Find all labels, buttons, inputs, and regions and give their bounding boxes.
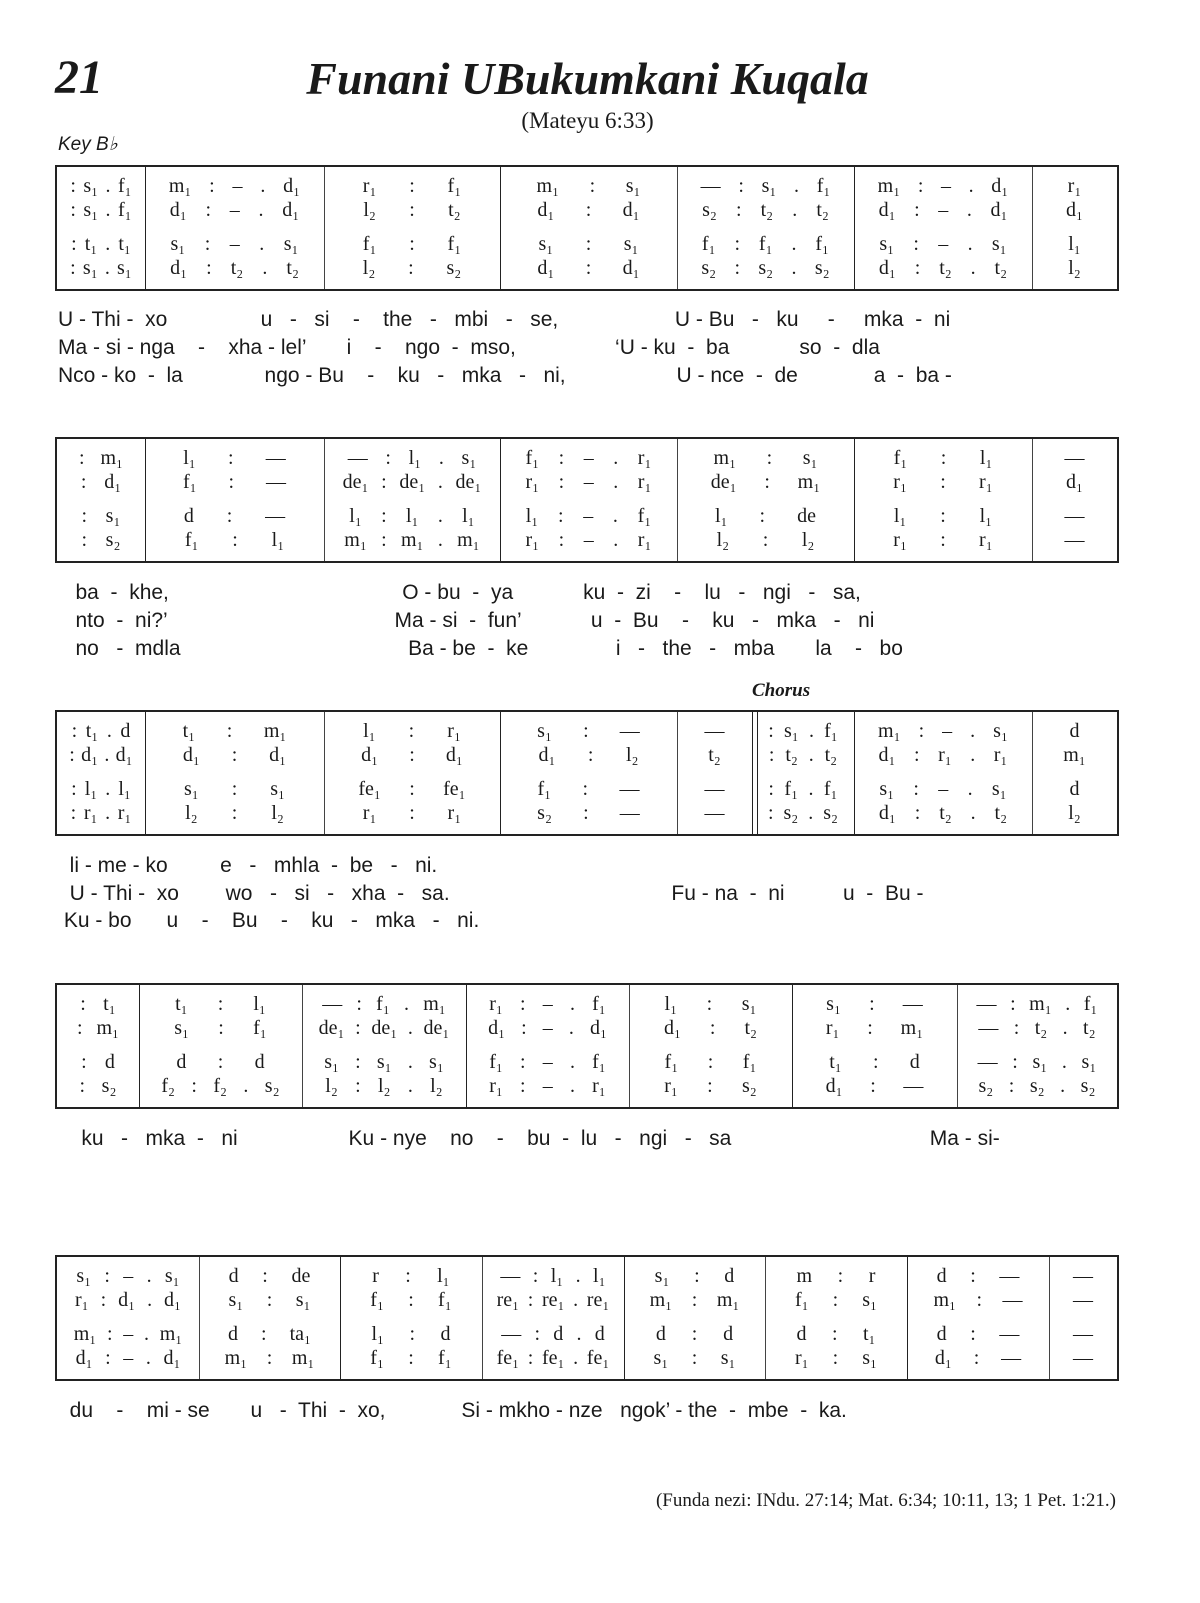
soprano-notes: l₁ : s₁ — [664, 993, 757, 1015]
chorus-label: Chorus — [752, 680, 811, 701]
measure-cell — [677, 439, 854, 561]
bass-notes: r₁ : r₁ — [893, 529, 993, 551]
tenor-notes: l₁ : d — [371, 1323, 451, 1345]
tenor-notes: d : ta₁ — [228, 1323, 311, 1345]
soprano-notes: : t₁ . d — [71, 720, 131, 742]
alto-notes: : m₁ — [76, 1017, 120, 1039]
measure-cell — [854, 167, 1032, 289]
measure-cell — [677, 712, 752, 834]
soprano-notes: : m₁ — [78, 447, 124, 469]
soprano-notes: — — [1073, 1265, 1093, 1287]
soprano-notes: t₁ : l₁ — [175, 993, 266, 1015]
bass-notes: — — [704, 802, 725, 824]
alto-notes: m₁ : m₁ — [649, 1289, 740, 1311]
bass-notes: fe₁ : fe₁ . fe₁ — [496, 1347, 610, 1369]
tenor-notes: fe₁ : fe₁ — [358, 778, 466, 800]
system-3 — [55, 710, 1119, 836]
tenor-notes: l₁ : – . f₁ — [525, 505, 652, 527]
tenor-notes: d : — — [936, 1323, 1020, 1345]
measure-cell — [466, 985, 629, 1107]
measure-cell — [145, 712, 324, 834]
soprano-notes: m₁ : s₁ — [536, 175, 641, 197]
measure-cell — [792, 985, 957, 1107]
measure-cell — [854, 439, 1032, 561]
bass-notes: d₁ : t₂ . t₂ — [878, 257, 1008, 279]
bass-notes: m₁ : m₁ . m₁ — [344, 529, 480, 551]
measure-cell — [752, 712, 854, 834]
lyric-line: ku - mka - ni Ku - nye no - bu - lu - ngi - sa Ma - si- — [58, 1127, 1000, 1150]
alto-notes: f₁ : s₁ — [795, 1289, 877, 1311]
tenor-notes: d : — — [183, 505, 286, 527]
bass-notes: l₂ — [1068, 802, 1081, 824]
lyric-line: ba - khe, O - bu - ya ku - zi - lu - ngi - sa, — [58, 581, 861, 604]
bass-notes: : s₁ . s₁ — [70, 257, 132, 279]
key-signature: Key B♭ — [58, 134, 118, 155]
measure-cell — [500, 439, 677, 561]
tenor-notes: d : d — [655, 1323, 734, 1345]
soprano-notes: r₁ : f₁ — [362, 175, 462, 197]
tenor-notes: s₁ : s₁ — [183, 778, 285, 800]
bass-notes: f₁ : l₁ — [184, 529, 285, 551]
alto-notes: f₁ : — — [182, 471, 287, 493]
soprano-notes: f₁ : – . r₁ — [525, 447, 652, 469]
tenor-notes: : s₁ — [81, 505, 121, 527]
measure-cell — [324, 167, 500, 289]
tenor-notes: s₁ : – . s₁ — [879, 233, 1007, 255]
tenor-notes: — — [704, 778, 725, 800]
alto-notes: de₁ : de₁ . de₁ — [342, 471, 482, 493]
scripture-reference: (Mateyu 6:33) — [521, 108, 654, 133]
soprano-notes: — : s₁ . f₁ — [700, 175, 831, 197]
soprano-notes: — — [704, 720, 725, 742]
measure-cell — [500, 712, 677, 834]
measure-cell — [57, 985, 139, 1107]
tenor-notes: — : d . d — [501, 1323, 605, 1345]
soprano-notes: l₁ : — — [183, 447, 286, 469]
bass-notes: f₁ : f₁ — [370, 1347, 452, 1369]
alto-notes: f₁ : f₁ — [370, 1289, 452, 1311]
measure-cell — [302, 985, 466, 1107]
alto-notes: s₂ : t₂ . t₂ — [702, 199, 829, 221]
lyric-line: nto - ni?’ Ma - si - fun’ u - Bu - ku - mka - ni — [58, 609, 875, 632]
alto-notes: — — [1073, 1289, 1093, 1311]
measure-cell — [145, 167, 324, 289]
measure-cell — [57, 167, 145, 289]
soprano-notes: r₁ : – . f₁ — [489, 993, 606, 1015]
tenor-notes: d — [1069, 778, 1080, 800]
tenor-notes: : d — [81, 1051, 115, 1073]
bass-notes: l₂ : l₂ — [185, 802, 284, 824]
bass-notes: s₂ : s₂ . s₂ — [701, 257, 830, 279]
measure-cell — [1032, 712, 1117, 834]
bass-notes: s₂ : s₂ . s₂ — [978, 1075, 1096, 1097]
bass-notes: d₁ : — — [825, 1075, 924, 1097]
bass-notes: r₁ : r₁ — [362, 802, 462, 824]
alto-notes: de₁ : m₁ — [710, 471, 821, 493]
measure-cell — [1049, 1257, 1117, 1379]
tenor-notes: m₁ : – . m₁ — [73, 1323, 183, 1345]
measure-cell — [765, 1257, 907, 1379]
measure-cell — [957, 985, 1117, 1107]
soprano-notes: m₁ : – . s₁ — [878, 720, 1008, 742]
tenor-notes: t₁ : d — [829, 1051, 920, 1073]
bass-notes: l₂ : l₂ . l₂ — [325, 1075, 443, 1097]
alto-notes: d₁ : l₂ — [538, 744, 639, 766]
tenor-notes: d : d — [176, 1051, 265, 1073]
lyric-line: Ma - si - nga - xha - lel’ i - ngo - mso, ‘U - ku - ba so - dla — [58, 336, 880, 359]
alto-notes: l₂ : t₂ — [363, 199, 461, 221]
tenor-notes: — — [1064, 505, 1085, 527]
soprano-notes: : t₁ — [80, 993, 116, 1015]
bass-notes: — — [1073, 1347, 1093, 1369]
system-1 — [55, 165, 1119, 291]
bass-notes: d₁ : t₂ . t₂ — [170, 257, 299, 279]
bass-notes: f₂ : f₂ . s₂ — [161, 1075, 280, 1097]
measure-cell — [1032, 439, 1117, 561]
alto-notes: r₁ : m₁ — [825, 1017, 924, 1039]
alto-notes: d₁ : d₁ — [182, 744, 287, 766]
bass-notes: : r₁ . r₁ — [70, 802, 132, 824]
bass-notes: r₁ : s₂ — [664, 1075, 757, 1097]
soprano-notes: m₁ : s₁ — [713, 447, 818, 469]
tenor-notes: l₁ : de — [715, 505, 816, 527]
hymn-title: Funani UBukumkani Kuqala — [306, 53, 869, 104]
measure-cell — [1032, 167, 1117, 289]
soprano-notes: s₁ : — — [826, 993, 923, 1015]
measure-cell — [145, 439, 324, 561]
tenor-notes: s₁ : – . s₁ — [879, 778, 1007, 800]
tenor-notes: f₁ : — — [537, 778, 640, 800]
alto-notes: d₁ : d₁ — [537, 199, 640, 221]
bass-notes: l₂ — [1068, 257, 1081, 279]
tenor-notes: l₁ — [1068, 233, 1081, 255]
bass-notes: l₂ : l₂ — [716, 529, 815, 551]
alto-notes: — : t₂ . t₂ — [978, 1017, 1096, 1039]
measure-cell — [482, 1257, 624, 1379]
tenor-notes: s₁ : – . s₁ — [170, 233, 299, 255]
soprano-notes: d : — — [936, 1265, 1020, 1287]
bass-notes: r₁ : – . r₁ — [489, 1075, 606, 1097]
measure-cell — [629, 985, 792, 1107]
alto-notes: : d₁ . d₁ — [69, 744, 133, 766]
lyric-line: Ku - bo u - Bu - ku - mka - ni. — [58, 909, 480, 932]
soprano-notes: d : de — [228, 1265, 311, 1287]
soprano-notes: t₁ : m₁ — [182, 720, 287, 742]
alto-notes: d₁ : – . d₁ — [169, 199, 300, 221]
tenor-notes: s₁ : s₁ . s₁ — [324, 1051, 444, 1073]
measure-cell — [139, 985, 302, 1107]
alto-notes: re₁ : re₁ . re₁ — [496, 1289, 610, 1311]
soprano-notes: d — [1069, 720, 1080, 742]
alto-notes: d₁ — [1066, 199, 1083, 221]
soprano-notes: — : f₁ . m₁ — [322, 993, 446, 1015]
alto-notes: : s₁ . f₁ — [70, 199, 132, 221]
soprano-notes: : s₁ . f₁ — [768, 720, 838, 742]
tenor-notes: : f₁ . f₁ — [768, 778, 838, 800]
soprano-notes: — : l₁ . l₁ — [500, 1265, 606, 1287]
bass-notes: l₂ : s₂ — [362, 257, 462, 279]
alto-notes: r₁ : – . r₁ — [525, 471, 652, 493]
soprano-notes: s₁ : — — [537, 720, 640, 742]
bass-notes: m₁ : m₁ — [224, 1347, 315, 1369]
measure-cell — [677, 167, 854, 289]
tenor-notes: — — [1073, 1323, 1093, 1345]
bass-notes: : s₂ — [81, 529, 121, 551]
lyric-line: no - mdla Ba - be - ke i - the - mba la - bo — [58, 637, 903, 660]
soprano-notes: : s₁ . f₁ — [70, 175, 132, 197]
bass-notes: d₁ : d₁ — [537, 257, 640, 279]
soprano-notes: — — [1064, 447, 1085, 469]
tenor-notes: — : s₁ . s₁ — [977, 1051, 1097, 1073]
alto-notes: d₁ : d₁ — [361, 744, 463, 766]
measure-cell — [57, 712, 145, 834]
tenor-notes: l₁ : l₁ . l₁ — [349, 505, 475, 527]
tenor-notes: f₁ : – . f₁ — [489, 1051, 606, 1073]
alto-notes: d₁ : – . d₁ — [878, 199, 1008, 221]
measure-cell — [340, 1257, 482, 1379]
alto-notes: s₁ : s₁ — [228, 1289, 311, 1311]
bass-notes: r₁ : – . r₁ — [525, 529, 652, 551]
soprano-notes: f₁ : l₁ — [893, 447, 993, 469]
measure-cell — [199, 1257, 340, 1379]
soprano-notes: — : m₁ . f₁ — [976, 993, 1098, 1015]
alto-notes: : t₂ . t₂ — [768, 744, 838, 766]
lyric-line: U - Thi - xo wo - si - xha - sa. Fu - na - ni u - Bu - — [58, 882, 924, 905]
soprano-notes: s₁ : d — [654, 1265, 735, 1287]
footer-references: (Funda nezi: INdu. 27:14; Mat. 6:34; 10:11, 13; 1 Pet. 1:21.) — [655, 1490, 1116, 1511]
bass-notes: r₁ : s₁ — [795, 1347, 877, 1369]
alto-notes: m₁ : — — [933, 1289, 1023, 1311]
measure-cell — [907, 1257, 1049, 1379]
alto-notes: de₁ : de₁ . de₁ — [318, 1017, 450, 1039]
tenor-notes: d : t₁ — [796, 1323, 876, 1345]
system-2 — [55, 437, 1119, 563]
tenor-notes: f₁ : f₁ . f₁ — [701, 233, 830, 255]
tenor-notes: f₁ : f₁ — [362, 233, 462, 255]
soprano-notes: m₁ : – . d₁ — [877, 175, 1009, 197]
lyric-line: Nco - ko - la ngo - Bu - ku - mka - ni, U - nce - de a - ba - — [58, 364, 952, 387]
measure-cell — [57, 1257, 199, 1379]
alto-notes: m₁ — [1063, 744, 1086, 766]
alto-notes: r₁ : r₁ — [893, 471, 993, 493]
alto-notes: d₁ : – . d₁ — [488, 1017, 607, 1039]
alto-notes: d₁ : r₁ . r₁ — [878, 744, 1008, 766]
alto-notes: d₁ : t₂ — [663, 1017, 757, 1039]
lyric-line: U - Thi - xo u - si - the - mbi - se, U - Bu - ku - mka - ni — [58, 308, 951, 331]
bass-notes: : s₂ — [79, 1075, 117, 1097]
tenor-notes: : l₁ . l₁ — [71, 778, 131, 800]
alto-notes: : d₁ — [80, 471, 122, 493]
soprano-notes: — : l₁ . s₁ — [347, 447, 477, 469]
soprano-notes: m : r — [796, 1265, 876, 1287]
bass-notes: s₂ : — — [537, 802, 640, 824]
measure-cell — [57, 439, 145, 561]
bass-notes: s₁ : s₁ — [653, 1347, 736, 1369]
measure-cell — [324, 712, 500, 834]
alto-notes: r₁ : d₁ . d₁ — [74, 1289, 182, 1311]
measure-cell — [324, 439, 500, 561]
measure-cell — [854, 712, 1032, 834]
soprano-notes: s₁ : – . s₁ — [76, 1265, 180, 1287]
alto-notes: s₁ : f₁ — [174, 1017, 267, 1039]
bass-notes: d₁ : — — [934, 1347, 1022, 1369]
bass-notes: d₁ : t₂ . t₂ — [878, 802, 1008, 824]
soprano-notes: l₁ : r₁ — [363, 720, 461, 742]
soprano-notes: r : l₁ — [372, 1265, 450, 1287]
lyric-line: li - me - ko e - mhla - be - ni. — [58, 854, 438, 877]
tenor-notes: f₁ : f₁ — [664, 1051, 757, 1073]
measure-cell — [624, 1257, 765, 1379]
lyric-line: du - mi - se u - Thi - xo, Si - mkho - nze ngok’ - the - mbe - ka. — [58, 1399, 847, 1422]
tenor-notes: : t₁ . t₁ — [71, 233, 131, 255]
bass-notes: d₁ : – . d₁ — [75, 1347, 181, 1369]
hymn-number: 21 — [55, 51, 103, 104]
alto-notes: t₂ — [708, 744, 721, 766]
tenor-notes: s₁ : s₁ — [538, 233, 639, 255]
tenor-notes: l₁ : l₁ — [893, 505, 993, 527]
soprano-notes: m₁ : – . d₁ — [168, 175, 301, 197]
bass-notes: : s₂ . s₂ — [767, 802, 838, 824]
soprano-notes: r₁ — [1067, 175, 1082, 197]
bass-notes: — — [1064, 529, 1085, 551]
system-4 — [55, 983, 1119, 1109]
alto-notes: d₁ — [1066, 471, 1083, 493]
measure-cell — [500, 167, 677, 289]
system-5 — [55, 1255, 1119, 1381]
